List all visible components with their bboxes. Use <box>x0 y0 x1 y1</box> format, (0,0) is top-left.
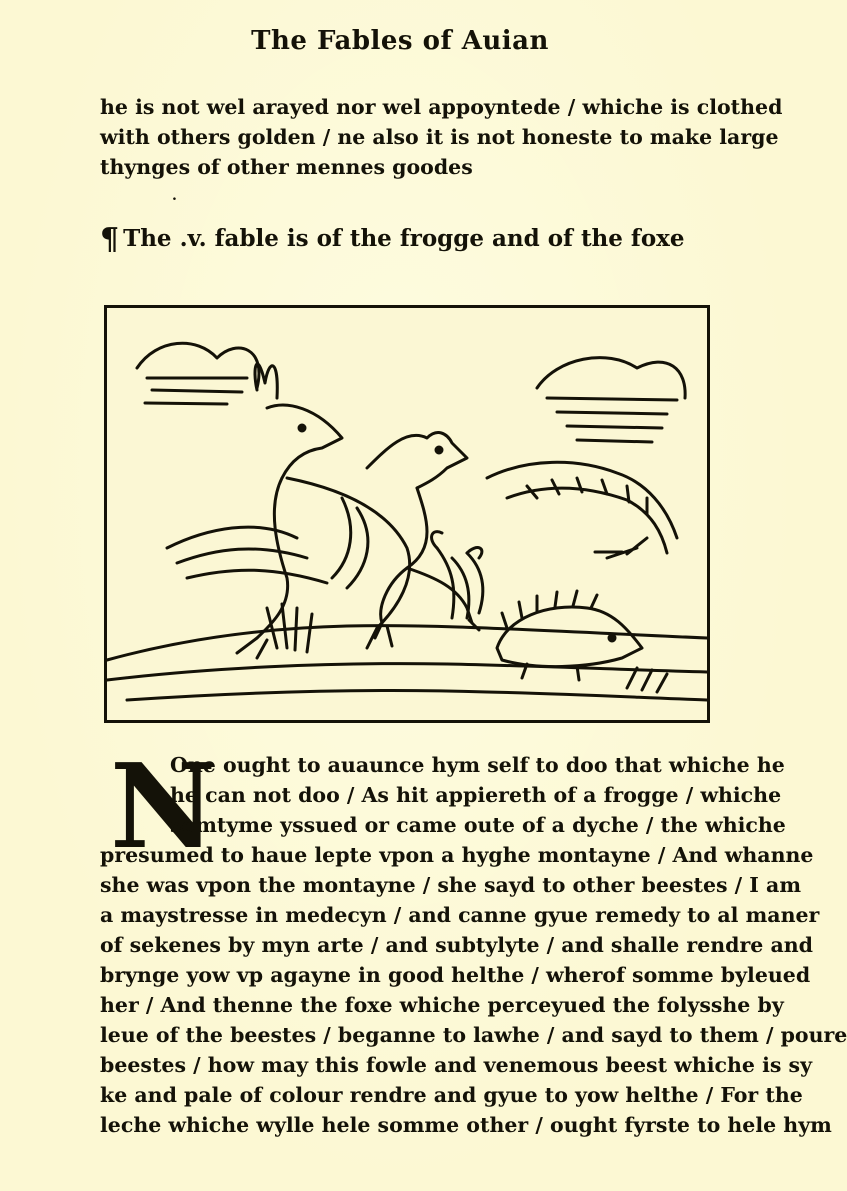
woodcut-illustration <box>104 305 710 723</box>
intro-paragraph <box>100 92 783 182</box>
fable-heading-text: The .v. fable is of the frogge and of the foxe <box>123 225 685 252</box>
text-line: he is not wel arayed nor wel appoyntede / whiche is clothed <box>100 95 783 119</box>
pilcrow-mark: ¶ <box>100 222 120 257</box>
text-line: brynge yow vp agayne in good helthe / wherof somme byleued <box>100 963 811 987</box>
hedgehog <box>497 607 642 667</box>
text-line: thynges of other mennes goodes <box>100 155 473 179</box>
drop-cap: N <box>110 739 217 875</box>
fox-body <box>381 488 427 623</box>
text-line: somtyme yssued or came oute of a dyche / the whiche <box>170 813 786 837</box>
text-line: presumed to haue lepte vpon a hyghe montayne / And whanne <box>100 843 814 867</box>
bush-left <box>137 343 259 388</box>
fable-heading <box>100 222 685 257</box>
text-line: leue of the beestes / beganne to lawhe / and sayd to them / poure <box>100 1023 847 1047</box>
fox-head <box>367 433 467 488</box>
text-line: she was vpon the montayne / she sayd to other beestes / I am <box>100 873 802 897</box>
text-line: of sekenes by myn arte / and subtylyte / and shalle rendre and <box>100 933 813 957</box>
ground-line <box>107 626 707 660</box>
text-line: leche whiche wylle hele somme other / ought fyrste to hele hym <box>100 1113 832 1137</box>
text-line: with others golden / ne also it is not honeste to make large <box>100 125 779 149</box>
text-line: One ought to auaunce hym self to doo that whiche he <box>170 753 785 777</box>
text-line: her / And thenne the foxe whiche perceyued the folysshe by <box>100 993 784 1017</box>
bush-right <box>537 358 685 398</box>
stray-mark: . <box>172 188 177 204</box>
text-line: he can not doo / As hit appiereth of a frogge / whiche <box>170 783 782 807</box>
fable-text <box>100 739 847 1140</box>
running-head: The Fables of Auian <box>251 26 549 56</box>
text-line: a maystresse in medecyn / and canne gyue remedy to al maner <box>100 903 820 927</box>
text-line: ke and pale of colour rendre and gyue to yow helthe / For the <box>100 1083 803 1107</box>
text-line: beestes / how may this fowle and venemous beest whiche is sy <box>100 1053 813 1077</box>
woodcut-drawing <box>107 308 707 720</box>
